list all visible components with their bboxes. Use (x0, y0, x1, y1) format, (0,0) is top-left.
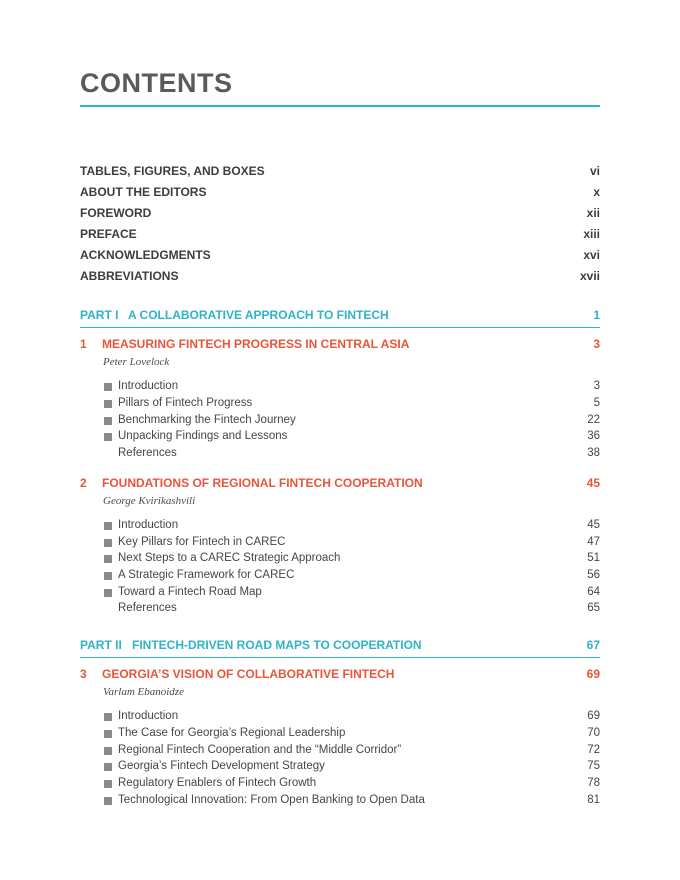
section-item[interactable]: References 38 (118, 447, 600, 459)
page-number: 36 (587, 430, 600, 442)
section-item[interactable]: Introduction 45 (80, 517, 600, 533)
toc-entry[interactable]: ABOUT THE EDITORS x (80, 185, 600, 199)
page-number: 78 (587, 777, 600, 789)
toc-entry[interactable]: ACKNOWLEDGMENTS xvi (80, 248, 600, 262)
section-item[interactable]: Introduction 69 (80, 708, 600, 724)
square-bullet-icon (104, 400, 112, 408)
page-number: 1 (593, 308, 600, 322)
square-bullet-icon (104, 417, 112, 425)
square-bullet-icon (104, 763, 112, 771)
square-bullet-icon (104, 522, 112, 530)
page-number: 69 (587, 710, 600, 722)
section-item[interactable]: Benchmarking the Fintech Journey 22 (80, 412, 600, 428)
section-item[interactable]: Georgia’s Fintech Development Strategy 75 (80, 758, 600, 774)
part-divider (80, 327, 600, 328)
section-item[interactable]: References 65 (118, 602, 600, 614)
page-number: 45 (587, 519, 600, 531)
chapter-author: Varlam Ebanoidze (103, 686, 184, 698)
page-number: 5 (593, 397, 600, 409)
page-number: x (593, 185, 600, 199)
toc-entry[interactable]: ABBREVIATIONS xvii (80, 269, 600, 283)
chapter-heading-2[interactable]: 2 FOUNDATIONS OF REGIONAL FINTECH COOPERATION 45 (80, 476, 600, 490)
section-item[interactable]: The Case for Georgia’s Regional Leadership 70 (80, 725, 600, 741)
section-item[interactable]: Regional Fintech Cooperation and the “Middle Corridor” 72 (80, 742, 600, 758)
title-underline (80, 105, 600, 107)
page-number: 81 (587, 794, 600, 806)
part-heading-2[interactable]: PART II FINTECH-DRIVEN ROAD MAPS TO COOPERATION 67 (80, 638, 600, 652)
part-heading-1[interactable]: PART I A COLLABORATIVE APPROACH TO FINTECH 1 (80, 308, 600, 322)
page-title: CONTENTS (80, 68, 233, 98)
toc-entry[interactable]: FOREWORD xii (80, 206, 600, 220)
page-number: 56 (587, 569, 600, 581)
section-item[interactable]: Pillars of Fintech Progress 5 (80, 395, 600, 411)
section-item[interactable]: Technological Innovation: From Open Banking to Open Data 81 (80, 792, 600, 808)
square-bullet-icon (104, 780, 112, 788)
page-number: 45 (586, 476, 600, 490)
page-number: xiii (583, 227, 600, 241)
square-bullet-icon (104, 433, 112, 441)
page-number: 70 (587, 727, 600, 739)
section-item[interactable]: Regulatory Enablers of Fintech Growth 78 (80, 775, 600, 791)
square-bullet-icon (104, 713, 112, 721)
square-bullet-icon (104, 797, 112, 805)
chapter-heading-1[interactable]: 1 MEASURING FINTECH PROGRESS IN CENTRAL ASIA 3 (80, 337, 600, 351)
square-bullet-icon (104, 589, 112, 597)
page-number: 3 (593, 337, 600, 351)
square-bullet-icon (104, 730, 112, 738)
page-number: 75 (587, 760, 600, 772)
page-number: 67 (586, 638, 600, 652)
page-number: 22 (587, 414, 600, 426)
toc-entry[interactable]: TABLES, FIGURES, AND BOXES vi (80, 164, 600, 178)
section-item[interactable]: Key Pillars for Fintech in CAREC 47 (80, 534, 600, 550)
page-number: 64 (587, 586, 600, 598)
section-item[interactable]: A Strategic Framework for CAREC 56 (80, 567, 600, 583)
page-number: 51 (587, 552, 600, 564)
square-bullet-icon (104, 572, 112, 580)
section-item[interactable]: Next Steps to a CAREC Strategic Approach 51 (80, 550, 600, 566)
chapter-heading-3[interactable]: 3 GEORGIA’S VISION OF COLLABORATIVE FINTECH 69 (80, 667, 600, 681)
square-bullet-icon (104, 539, 112, 547)
toc-entry[interactable]: PREFACE xiii (80, 227, 600, 241)
page-number: xvii (579, 269, 600, 283)
square-bullet-icon (104, 555, 112, 563)
section-item[interactable]: Toward a Fintech Road Map 64 (80, 584, 600, 600)
page-number: xii (586, 206, 600, 220)
page-number: 3 (593, 380, 600, 392)
page-number: 47 (587, 536, 600, 548)
chapter-author: George Kvirikashvili (103, 495, 196, 507)
square-bullet-icon (104, 383, 112, 391)
section-item[interactable]: Unpacking Findings and Lessons 36 (80, 428, 600, 444)
page-number: xvi (583, 248, 600, 262)
page-number: vi (589, 164, 600, 178)
square-bullet-icon (104, 747, 112, 755)
section-item[interactable]: Introduction 3 (80, 378, 600, 394)
page-number: 38 (587, 447, 600, 459)
page-number: 65 (587, 602, 600, 614)
part-divider (80, 657, 600, 658)
page-number: 69 (586, 667, 600, 681)
chapter-author: Peter Lovelock (103, 356, 170, 368)
page-number: 72 (587, 744, 600, 756)
